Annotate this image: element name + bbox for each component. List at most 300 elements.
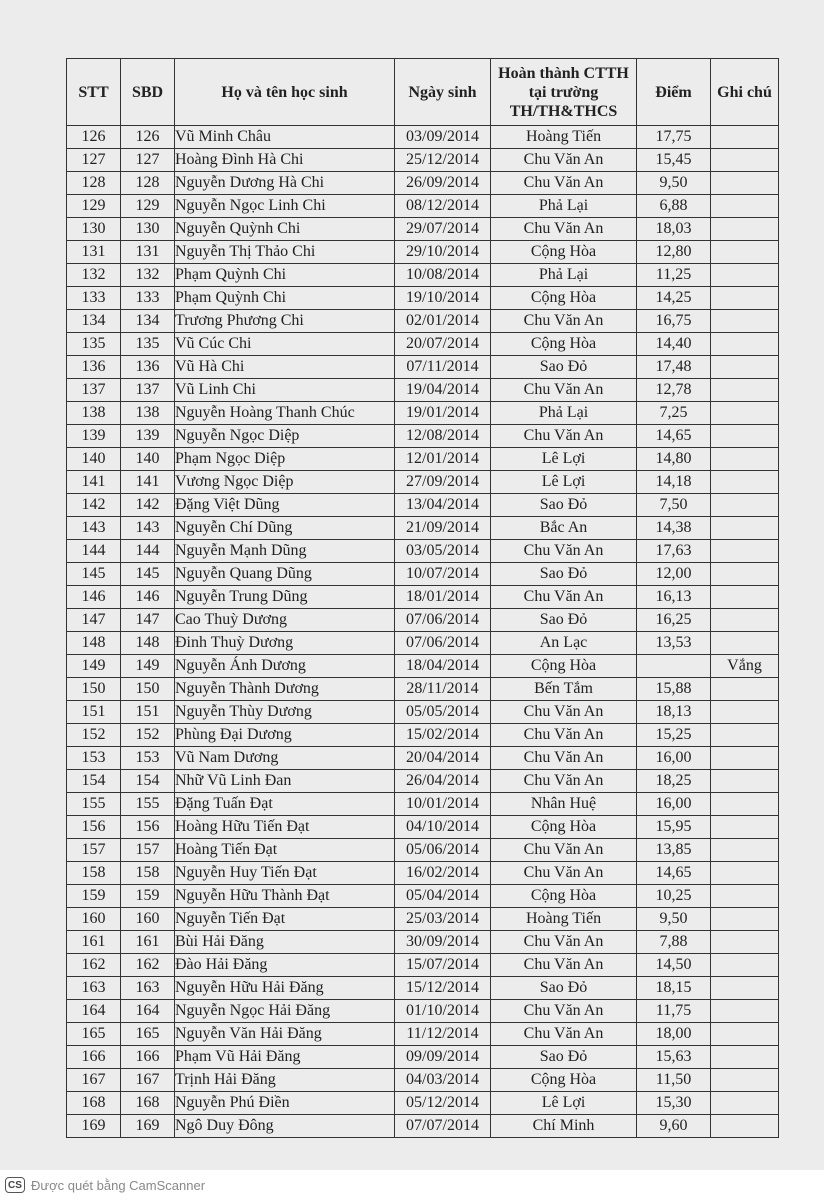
cell-sbd: 147: [121, 609, 175, 632]
cell-student-name: Phạm Quỳnh Chi: [175, 264, 395, 287]
table-row: [67, 724, 779, 747]
table-row: [67, 862, 779, 885]
table-row: [67, 908, 779, 931]
table-row: [67, 172, 779, 195]
table-body: [67, 126, 779, 1138]
cell-sbd: 144: [121, 540, 175, 563]
table-row: [67, 402, 779, 425]
cell-stt: 148: [67, 632, 121, 655]
cell-date-of-birth: 19/01/2014: [395, 402, 491, 425]
cell-note: [711, 1046, 779, 1069]
cell-sbd: 167: [121, 1069, 175, 1092]
cell-score: 12,78: [637, 379, 711, 402]
cell-student-name: Nguyễn Hữu Thành Đạt: [175, 885, 395, 908]
cell-stt: 156: [67, 816, 121, 839]
cell-student-name: Nguyễn Dương Hà Chi: [175, 172, 395, 195]
cell-sbd: 140: [121, 448, 175, 471]
cell-score: 18,15: [637, 977, 711, 1000]
cell-sbd: 139: [121, 425, 175, 448]
cell-sbd: 169: [121, 1115, 175, 1138]
cell-school: Nhân Huệ: [491, 793, 637, 816]
cell-note: [711, 563, 779, 586]
cell-note: [711, 540, 779, 563]
cell-student-name: Hoàng Hữu Tiến Đạt: [175, 816, 395, 839]
cell-school: Chu Văn An: [491, 218, 637, 241]
student-score-table: [66, 58, 779, 1138]
cell-sbd: 137: [121, 379, 175, 402]
cell-stt: 146: [67, 586, 121, 609]
cell-score: 18,25: [637, 770, 711, 793]
cell-sbd: 146: [121, 586, 175, 609]
table-row: [67, 471, 779, 494]
cell-date-of-birth: 08/12/2014: [395, 195, 491, 218]
cell-student-name: Nguyễn Trung Dũng: [175, 586, 395, 609]
cell-date-of-birth: 10/07/2014: [395, 563, 491, 586]
cell-stt: 150: [67, 678, 121, 701]
cell-score: 14,65: [637, 862, 711, 885]
cell-date-of-birth: 18/04/2014: [395, 655, 491, 678]
cell-sbd: 135: [121, 333, 175, 356]
cell-score: 18,03: [637, 218, 711, 241]
cell-score: 10,25: [637, 885, 711, 908]
cell-student-name: Nguyễn Phú Điền: [175, 1092, 395, 1115]
cell-score: 14,65: [637, 425, 711, 448]
cell-school: Chu Văn An: [491, 586, 637, 609]
cell-stt: 145: [67, 563, 121, 586]
cell-sbd: 160: [121, 908, 175, 931]
cell-date-of-birth: 12/08/2014: [395, 425, 491, 448]
cell-score: 9,50: [637, 172, 711, 195]
cell-date-of-birth: 04/03/2014: [395, 1069, 491, 1092]
cell-note: [711, 241, 779, 264]
cell-score: 14,25: [637, 287, 711, 310]
cell-sbd: 150: [121, 678, 175, 701]
cell-student-name: Nguyễn Quang Dũng: [175, 563, 395, 586]
table-row: [67, 931, 779, 954]
cell-sbd: 136: [121, 356, 175, 379]
cell-school: Chu Văn An: [491, 862, 637, 885]
cell-student-name: Nhữ Vũ Linh Đan: [175, 770, 395, 793]
cell-score: 9,50: [637, 908, 711, 931]
cell-sbd: 145: [121, 563, 175, 586]
cell-student-name: Hoàng Đình Hà Chi: [175, 149, 395, 172]
table-row: [67, 839, 779, 862]
cell-student-name: Đào Hải Đăng: [175, 954, 395, 977]
cell-date-of-birth: 15/02/2014: [395, 724, 491, 747]
cell-date-of-birth: 02/01/2014: [395, 310, 491, 333]
cell-student-name: Đặng Việt Dũng: [175, 494, 395, 517]
cell-stt: 165: [67, 1023, 121, 1046]
cell-stt: 151: [67, 701, 121, 724]
cell-student-name: Hoàng Tiến Đạt: [175, 839, 395, 862]
cell-student-name: Đặng Tuấn Đạt: [175, 793, 395, 816]
cell-student-name: Nguyễn Thị Thảo Chi: [175, 241, 395, 264]
cell-date-of-birth: 05/04/2014: [395, 885, 491, 908]
cell-stt: 137: [67, 379, 121, 402]
cell-stt: 153: [67, 747, 121, 770]
cell-stt: 131: [67, 241, 121, 264]
header-dob: Ngày sinh: [395, 59, 491, 126]
cell-sbd: 168: [121, 1092, 175, 1115]
cell-stt: 158: [67, 862, 121, 885]
cell-student-name: Nguyễn Hữu Hải Đăng: [175, 977, 395, 1000]
table-row: [67, 1092, 779, 1115]
cell-sbd: 138: [121, 402, 175, 425]
cell-sbd: 153: [121, 747, 175, 770]
cell-stt: 154: [67, 770, 121, 793]
cell-note: [711, 287, 779, 310]
header-name: Họ và tên học sinh: [175, 59, 395, 126]
cell-school: Cộng Hòa: [491, 1069, 637, 1092]
cell-student-name: Vũ Cúc Chi: [175, 333, 395, 356]
cell-stt: 142: [67, 494, 121, 517]
cell-student-name: Vũ Minh Châu: [175, 126, 395, 149]
cell-stt: 127: [67, 149, 121, 172]
table-row: [67, 1115, 779, 1138]
cell-sbd: 132: [121, 264, 175, 287]
cell-note: [711, 839, 779, 862]
table-row: [67, 747, 779, 770]
cell-date-of-birth: 27/09/2014: [395, 471, 491, 494]
cell-student-name: Nguyễn Mạnh Dũng: [175, 540, 395, 563]
cell-date-of-birth: 15/12/2014: [395, 977, 491, 1000]
table-row: [67, 678, 779, 701]
table-row: [67, 1000, 779, 1023]
cell-stt: 161: [67, 931, 121, 954]
cell-score: 16,25: [637, 609, 711, 632]
cell-date-of-birth: 26/04/2014: [395, 770, 491, 793]
cell-stt: 144: [67, 540, 121, 563]
cell-note: [711, 931, 779, 954]
cell-date-of-birth: 28/11/2014: [395, 678, 491, 701]
cell-school: Cộng Hòa: [491, 816, 637, 839]
cell-score: 15,95: [637, 816, 711, 839]
cell-score: 16,75: [637, 310, 711, 333]
cell-student-name: Nguyễn Ánh Dương: [175, 655, 395, 678]
header-school: Hoàn thành CTTH tại trường TH/TH&THCS: [491, 59, 637, 126]
cell-date-of-birth: 25/12/2014: [395, 149, 491, 172]
cell-date-of-birth: 07/07/2014: [395, 1115, 491, 1138]
cell-student-name: Nguyễn Quỳnh Chi: [175, 218, 395, 241]
cell-stt: 129: [67, 195, 121, 218]
table-row: [67, 379, 779, 402]
cell-sbd: 141: [121, 471, 175, 494]
cell-school: Phả Lại: [491, 195, 637, 218]
cell-score: 18,00: [637, 1023, 711, 1046]
cell-student-name: Vũ Hà Chi: [175, 356, 395, 379]
cell-date-of-birth: 30/09/2014: [395, 931, 491, 954]
cell-school: Bến Tắm: [491, 678, 637, 701]
table-row: [67, 586, 779, 609]
cell-student-name: Phạm Ngọc Diệp: [175, 448, 395, 471]
cell-student-name: Nguyễn Huy Tiến Đạt: [175, 862, 395, 885]
cell-student-name: Ngô Duy Đông: [175, 1115, 395, 1138]
table-row: [67, 563, 779, 586]
cell-school: Cộng Hòa: [491, 333, 637, 356]
cell-sbd: 155: [121, 793, 175, 816]
cell-stt: 168: [67, 1092, 121, 1115]
cell-sbd: 127: [121, 149, 175, 172]
table-row: [67, 287, 779, 310]
cell-stt: 162: [67, 954, 121, 977]
cell-student-name: Vương Ngọc Diệp: [175, 471, 395, 494]
cell-student-name: Vũ Nam Dương: [175, 747, 395, 770]
cell-student-name: Phạm Quỳnh Chi: [175, 287, 395, 310]
cell-stt: 132: [67, 264, 121, 287]
cell-note: [711, 908, 779, 931]
cell-school: Chu Văn An: [491, 954, 637, 977]
cell-note: [711, 816, 779, 839]
table-row: [67, 954, 779, 977]
cell-sbd: 152: [121, 724, 175, 747]
cell-stt: 134: [67, 310, 121, 333]
cell-school: Chu Văn An: [491, 425, 637, 448]
cell-student-name: Nguyễn Tiến Đạt: [175, 908, 395, 931]
cell-date-of-birth: 05/05/2014: [395, 701, 491, 724]
cell-score: 11,75: [637, 1000, 711, 1023]
cell-note: [711, 977, 779, 1000]
cell-score: 17,75: [637, 126, 711, 149]
cell-school: Chu Văn An: [491, 839, 637, 862]
cell-score: 11,50: [637, 1069, 711, 1092]
cell-note: [711, 471, 779, 494]
cell-school: Chu Văn An: [491, 172, 637, 195]
cell-score: 16,00: [637, 747, 711, 770]
cell-note: [711, 701, 779, 724]
table-row: [67, 333, 779, 356]
cell-stt: 167: [67, 1069, 121, 1092]
table-row: [67, 540, 779, 563]
cell-date-of-birth: 21/09/2014: [395, 517, 491, 540]
cell-note: [711, 425, 779, 448]
cell-date-of-birth: 10/01/2014: [395, 793, 491, 816]
camscanner-footer: [0, 1170, 824, 1200]
camscanner-watermark-text: Được quét bằng CamScanner: [31, 1177, 206, 1193]
cell-note: [711, 954, 779, 977]
cell-school: Cộng Hòa: [491, 655, 637, 678]
cell-student-name: Nguyễn Văn Hải Đăng: [175, 1023, 395, 1046]
header-sbd: SBD: [121, 59, 175, 126]
cell-school: Sao Đỏ: [491, 609, 637, 632]
cell-school: Hoàng Tiến: [491, 126, 637, 149]
cell-score: 7,25: [637, 402, 711, 425]
cell-date-of-birth: 05/06/2014: [395, 839, 491, 862]
cell-date-of-birth: 20/07/2014: [395, 333, 491, 356]
cell-note: [711, 632, 779, 655]
cell-note: [711, 1069, 779, 1092]
cell-school: Sao Đỏ: [491, 356, 637, 379]
cell-score: 14,50: [637, 954, 711, 977]
cell-school: Hoàng Tiến: [491, 908, 637, 931]
cell-score: 15,25: [637, 724, 711, 747]
cell-stt: 155: [67, 793, 121, 816]
cell-note: [711, 770, 779, 793]
cell-sbd: 148: [121, 632, 175, 655]
cell-date-of-birth: 07/06/2014: [395, 609, 491, 632]
cell-date-of-birth: 29/10/2014: [395, 241, 491, 264]
cell-sbd: 157: [121, 839, 175, 862]
table-row: [67, 218, 779, 241]
cell-score: 15,88: [637, 678, 711, 701]
cell-stt: 143: [67, 517, 121, 540]
cell-sbd: 165: [121, 1023, 175, 1046]
cell-score: 13,85: [637, 839, 711, 862]
cell-school: Chu Văn An: [491, 540, 637, 563]
cell-note: [711, 517, 779, 540]
cell-note: [711, 333, 779, 356]
cell-school: Chu Văn An: [491, 1000, 637, 1023]
cell-school: Lê Lợi: [491, 448, 637, 471]
cell-score: 11,25: [637, 264, 711, 287]
cell-date-of-birth: 04/10/2014: [395, 816, 491, 839]
cell-date-of-birth: 19/10/2014: [395, 287, 491, 310]
cell-school: Phả Lại: [491, 402, 637, 425]
cell-date-of-birth: 09/09/2014: [395, 1046, 491, 1069]
cell-date-of-birth: 26/09/2014: [395, 172, 491, 195]
cell-sbd: 159: [121, 885, 175, 908]
cell-score: 14,38: [637, 517, 711, 540]
cell-note: [711, 356, 779, 379]
table-row: [67, 517, 779, 540]
cell-student-name: Phùng Đại Dương: [175, 724, 395, 747]
cell-sbd: 161: [121, 931, 175, 954]
cell-note: [711, 126, 779, 149]
cell-sbd: 130: [121, 218, 175, 241]
cell-note: [711, 747, 779, 770]
table-row: [67, 448, 779, 471]
table-row: [67, 701, 779, 724]
cell-student-name: Trương Phương Chi: [175, 310, 395, 333]
cell-school: Cộng Hòa: [491, 885, 637, 908]
table-row: [67, 770, 779, 793]
cell-sbd: 149: [121, 655, 175, 678]
cell-score: 9,60: [637, 1115, 711, 1138]
cell-student-name: Trịnh Hải Đăng: [175, 1069, 395, 1092]
table-header-row: [67, 59, 779, 126]
cell-score: 13,53: [637, 632, 711, 655]
cell-note: [711, 1115, 779, 1138]
cell-stt: 128: [67, 172, 121, 195]
cell-note: [711, 1092, 779, 1115]
cell-note: [711, 678, 779, 701]
cell-stt: 140: [67, 448, 121, 471]
table-row: [67, 655, 779, 678]
cell-sbd: 131: [121, 241, 175, 264]
cell-date-of-birth: 19/04/2014: [395, 379, 491, 402]
cell-student-name: Phạm Vũ Hải Đăng: [175, 1046, 395, 1069]
cell-school: Chu Văn An: [491, 310, 637, 333]
cell-stt: 139: [67, 425, 121, 448]
table-row: [67, 793, 779, 816]
cell-score: [637, 655, 711, 678]
cell-score: 18,13: [637, 701, 711, 724]
cell-score: 14,18: [637, 471, 711, 494]
cell-school: Chí Minh: [491, 1115, 637, 1138]
table-row: [67, 494, 779, 517]
cell-note: [711, 862, 779, 885]
cell-sbd: 128: [121, 172, 175, 195]
cell-school: Chu Văn An: [491, 1023, 637, 1046]
cell-student-name: Nguyễn Ngọc Linh Chi: [175, 195, 395, 218]
cell-school: Chu Văn An: [491, 149, 637, 172]
cell-sbd: 158: [121, 862, 175, 885]
cell-stt: 169: [67, 1115, 121, 1138]
cell-note: [711, 310, 779, 333]
cell-sbd: 134: [121, 310, 175, 333]
cell-stt: 136: [67, 356, 121, 379]
cell-student-name: Nguyễn Thành Dương: [175, 678, 395, 701]
table-row: [67, 425, 779, 448]
cell-stt: 157: [67, 839, 121, 862]
cell-date-of-birth: 16/02/2014: [395, 862, 491, 885]
table-row: [67, 816, 779, 839]
cell-date-of-birth: 29/07/2014: [395, 218, 491, 241]
cell-school: Lê Lợi: [491, 471, 637, 494]
cell-student-name: Đinh Thuỳ Dương: [175, 632, 395, 655]
cell-school: Chu Văn An: [491, 747, 637, 770]
cell-score: 12,00: [637, 563, 711, 586]
cell-school: Phả Lại: [491, 264, 637, 287]
cell-score: 16,00: [637, 793, 711, 816]
cell-stt: 130: [67, 218, 121, 241]
cell-student-name: Nguyễn Ngọc Diệp: [175, 425, 395, 448]
cell-school: Sao Đỏ: [491, 1046, 637, 1069]
table-row: [67, 241, 779, 264]
table-row: [67, 609, 779, 632]
cell-note: [711, 1023, 779, 1046]
cell-date-of-birth: 07/06/2014: [395, 632, 491, 655]
cell-stt: 135: [67, 333, 121, 356]
cell-note: [711, 724, 779, 747]
cell-note: [711, 149, 779, 172]
cell-sbd: 151: [121, 701, 175, 724]
cell-date-of-birth: 01/10/2014: [395, 1000, 491, 1023]
cell-note: [711, 172, 779, 195]
cell-sbd: 164: [121, 1000, 175, 1023]
cell-sbd: 133: [121, 287, 175, 310]
cell-student-name: Vũ Linh Chi: [175, 379, 395, 402]
cell-sbd: 154: [121, 770, 175, 793]
cell-note: [711, 494, 779, 517]
cell-school: Lê Lợi: [491, 1092, 637, 1115]
cell-sbd: 163: [121, 977, 175, 1000]
cell-school: Chu Văn An: [491, 770, 637, 793]
cell-school: Sao Đỏ: [491, 494, 637, 517]
cell-date-of-birth: 10/08/2014: [395, 264, 491, 287]
cell-note: [711, 885, 779, 908]
cell-sbd: 126: [121, 126, 175, 149]
cell-date-of-birth: 05/12/2014: [395, 1092, 491, 1115]
table-row: [67, 1046, 779, 1069]
cell-date-of-birth: 20/04/2014: [395, 747, 491, 770]
cell-score: 14,80: [637, 448, 711, 471]
cell-note: [711, 402, 779, 425]
header-note: Ghi chú: [711, 59, 779, 126]
table-row: [67, 264, 779, 287]
cell-student-name: Nguyễn Ngọc Hải Đăng: [175, 1000, 395, 1023]
cell-student-name: Nguyễn Thùy Dương: [175, 701, 395, 724]
table-row: [67, 632, 779, 655]
cell-score: 15,30: [637, 1092, 711, 1115]
table-row: [67, 126, 779, 149]
cell-stt: 166: [67, 1046, 121, 1069]
cell-stt: 163: [67, 977, 121, 1000]
camscanner-logo-icon: CS: [5, 1177, 25, 1193]
cell-score: 17,63: [637, 540, 711, 563]
cell-date-of-birth: 15/07/2014: [395, 954, 491, 977]
cell-stt: 159: [67, 885, 121, 908]
cell-date-of-birth: 07/11/2014: [395, 356, 491, 379]
